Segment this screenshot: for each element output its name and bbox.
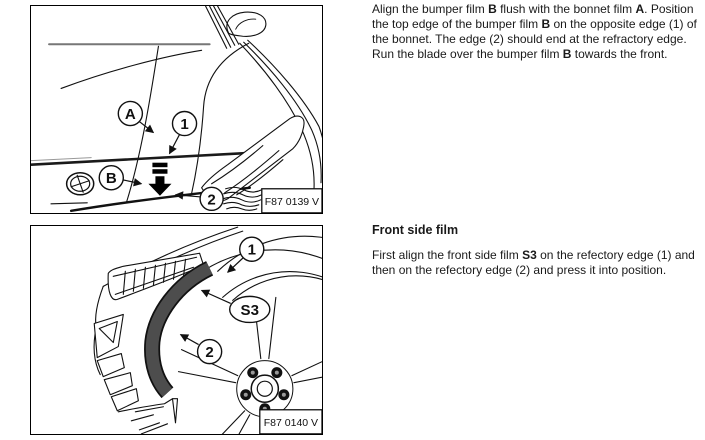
section-heading-front-side-film: Front side film bbox=[372, 223, 459, 237]
text-segment: flush with the bonnet film bbox=[496, 2, 636, 16]
film-ref-s3: S3 bbox=[522, 248, 537, 262]
fender-outline bbox=[94, 227, 243, 423]
text-segment: on the refectory edge (1) and then on the refectory edge (2) and press it into position. bbox=[372, 248, 695, 277]
callout-1-label: 1 bbox=[247, 241, 256, 259]
text-segment: Align the bumper film bbox=[372, 2, 489, 16]
callout-1-label: 1 bbox=[180, 116, 189, 134]
instruction-paragraph-front-side-film bbox=[372, 248, 705, 278]
callout-2 bbox=[181, 335, 222, 364]
instruction-paragraph-bumper-film bbox=[372, 2, 705, 62]
text-segment: on the opposite edge (1) of the bonnet. The edge (2) should end at the refractory edge. Run the blade over the bumper film bbox=[372, 17, 697, 61]
front-side-film-illustration bbox=[31, 226, 322, 434]
car-front-outline bbox=[31, 6, 322, 211]
callout-b-label: B bbox=[105, 170, 117, 188]
film-ref-b: B bbox=[562, 47, 572, 61]
bmw-roundel-icon bbox=[67, 173, 94, 195]
callout-2 bbox=[175, 187, 223, 210]
callout-1 bbox=[228, 237, 264, 272]
film-ref-b: B bbox=[488, 2, 497, 16]
callout-s3-label: S3 bbox=[240, 301, 259, 319]
text-segment: towards the front. bbox=[571, 47, 668, 61]
text-segment: . Position the top edge of the bumper film bbox=[372, 2, 694, 31]
callout-a-label: A bbox=[124, 106, 136, 124]
callout-s3 bbox=[202, 290, 270, 322]
figure-code: F87 0140 V bbox=[263, 416, 319, 429]
apply-direction-arrow-icon bbox=[148, 163, 171, 196]
front-side-film-band bbox=[152, 268, 210, 392]
callout-1 bbox=[169, 112, 196, 154]
figure-bonnet-film bbox=[30, 5, 323, 214]
figure-code-box bbox=[262, 189, 322, 213]
figure-code: F87 0139 V bbox=[264, 195, 320, 208]
figure-code-box bbox=[260, 410, 322, 434]
figure-front-side-film bbox=[30, 225, 323, 435]
film-ref-a: A bbox=[635, 2, 645, 16]
text-segment: First align the front side film bbox=[372, 248, 523, 262]
callout-2-label: 2 bbox=[207, 191, 216, 209]
film-ref-b: B bbox=[541, 17, 551, 31]
callout-2-label: 2 bbox=[205, 344, 214, 362]
bonnet-film-illustration bbox=[31, 6, 322, 213]
